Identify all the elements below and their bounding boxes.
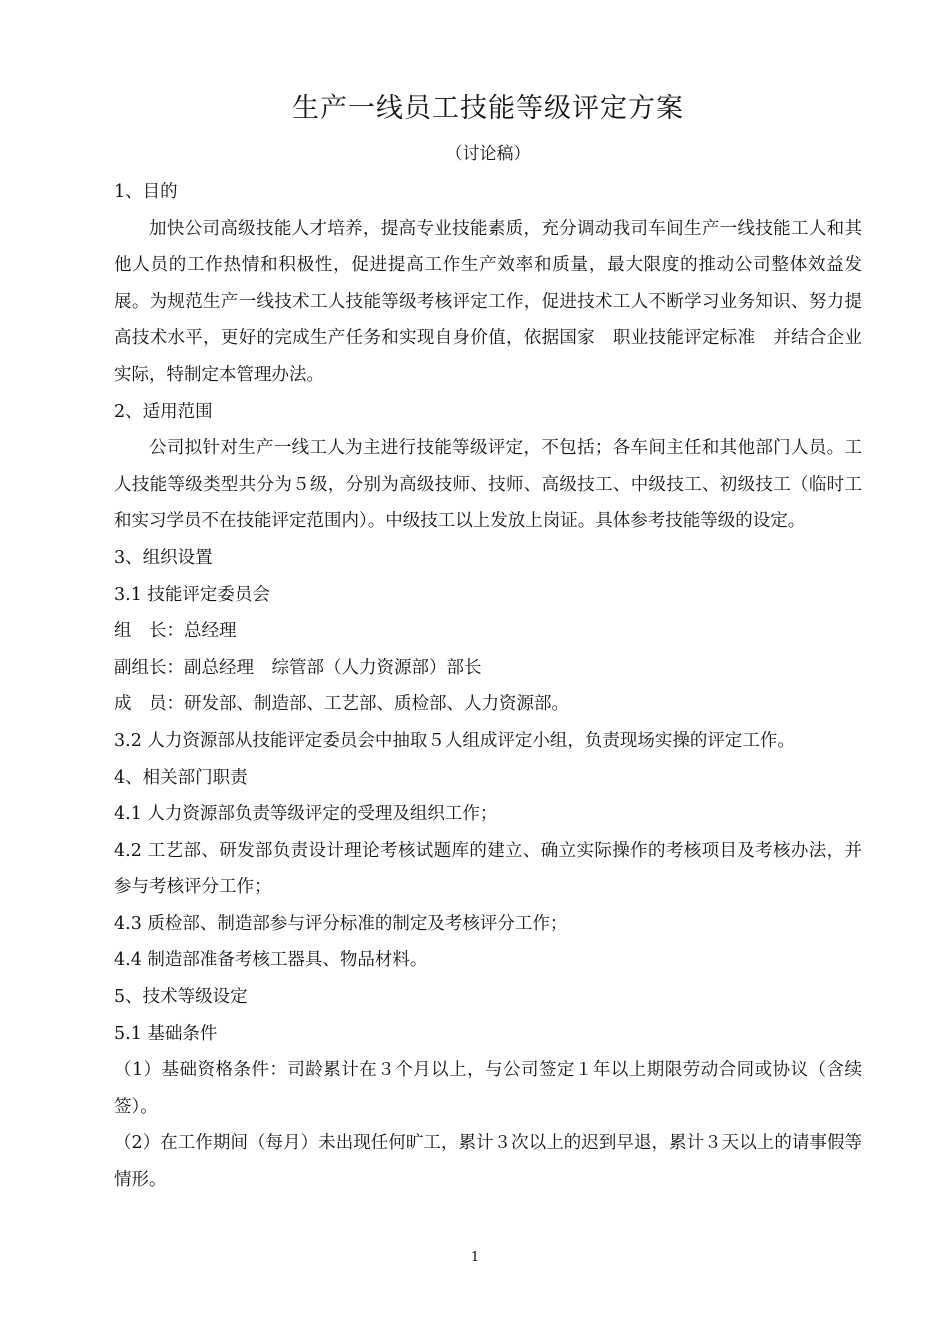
section-heading-organization: 3、组织设置	[114, 547, 213, 568]
line-leader: 组 长：总经理	[114, 621, 237, 642]
line-qc-manufacturing-duty: 4.3 质检部、制造部参与评分标准的制定及考核评分工作；	[114, 913, 568, 934]
line-basic-conditions: 5.1 基础条件	[114, 1023, 218, 1044]
document-subtitle: （讨论稿）	[445, 144, 531, 164]
section-heading-levels: 5、技术等级设定	[114, 987, 248, 1008]
section-heading-responsibilities: 4、相关部门职责	[114, 767, 248, 788]
line-evaluation-group: 3.2 人力资源部从技能评定委员会中抽取５人组成评定小组，负责现场实操的评定工作。	[114, 730, 795, 751]
page-number: 1	[470, 1250, 480, 1265]
line-hr-duty: 4.1 人力资源部负责等级评定的受理及组织工作；	[114, 804, 498, 825]
line-condition-1: （1）基础资格条件：司龄累计在３个月以上，与公司签定１年以上期限劳动合同或协议（含续签）。	[114, 1060, 862, 1117]
paragraph-purpose: 加快公司高级技能人才培养，提高专业技能素质，充分调动我司车间生产一线技能工人和其他人员的工作热情和积极性，促进提高工作生产效率和质量，最大限度的推动公司整体效益发展。为规范生产一线技术工人技能等级考核评定工作，促进技术工人不断学习业务知识、努力提高技术水平，更好的完成生产任务和实现自身价值，依据国家 职业技能评定标准 并结合企业实际，特制定本管理办法。	[114, 218, 862, 385]
line-members: 成 员：研发部、制造部、工艺部、质检部、人力资源部。	[114, 694, 569, 715]
document-title: 生产一线员工技能等级评定方案	[292, 93, 684, 124]
document-page	[114, 82, 862, 1199]
paragraph-scope: 公司拟针对生产一线工人为主进行技能等级评定，不包括；各车间主任和其他部门人员。工人技能等级类型共分为５级，分别为高级技师、技师、高级技工、中级技工、初级技工（临时工和实习学员不在技能评定范围内）。中级技工以上发放上岗证。具体参考技能等级的设定。	[114, 438, 862, 532]
line-condition-2: （2）在工作期间（每月）未出现任何旷工，累计３次以上的迟到早退，累计３天以上的请事假等情形。	[114, 1133, 862, 1191]
line-process-rd-duty: 4.2 工艺部、研发部负责设计理论考核试题库的建立、确立实际操作的考核项目及考核办法，并参与考核评分工作；	[114, 840, 862, 898]
section-heading-scope: 2、适用范围	[114, 401, 213, 422]
line-deputy-leader: 副组长：副总经理 综管部（人力资源部）部长	[114, 657, 482, 678]
line-manufacturing-duty: 4.4 制造部准备考核工器具、物品材料。	[114, 950, 428, 971]
line-committee: 3.1 技能评定委员会	[114, 584, 270, 605]
section-heading-purpose: 1、目的	[114, 182, 178, 202]
